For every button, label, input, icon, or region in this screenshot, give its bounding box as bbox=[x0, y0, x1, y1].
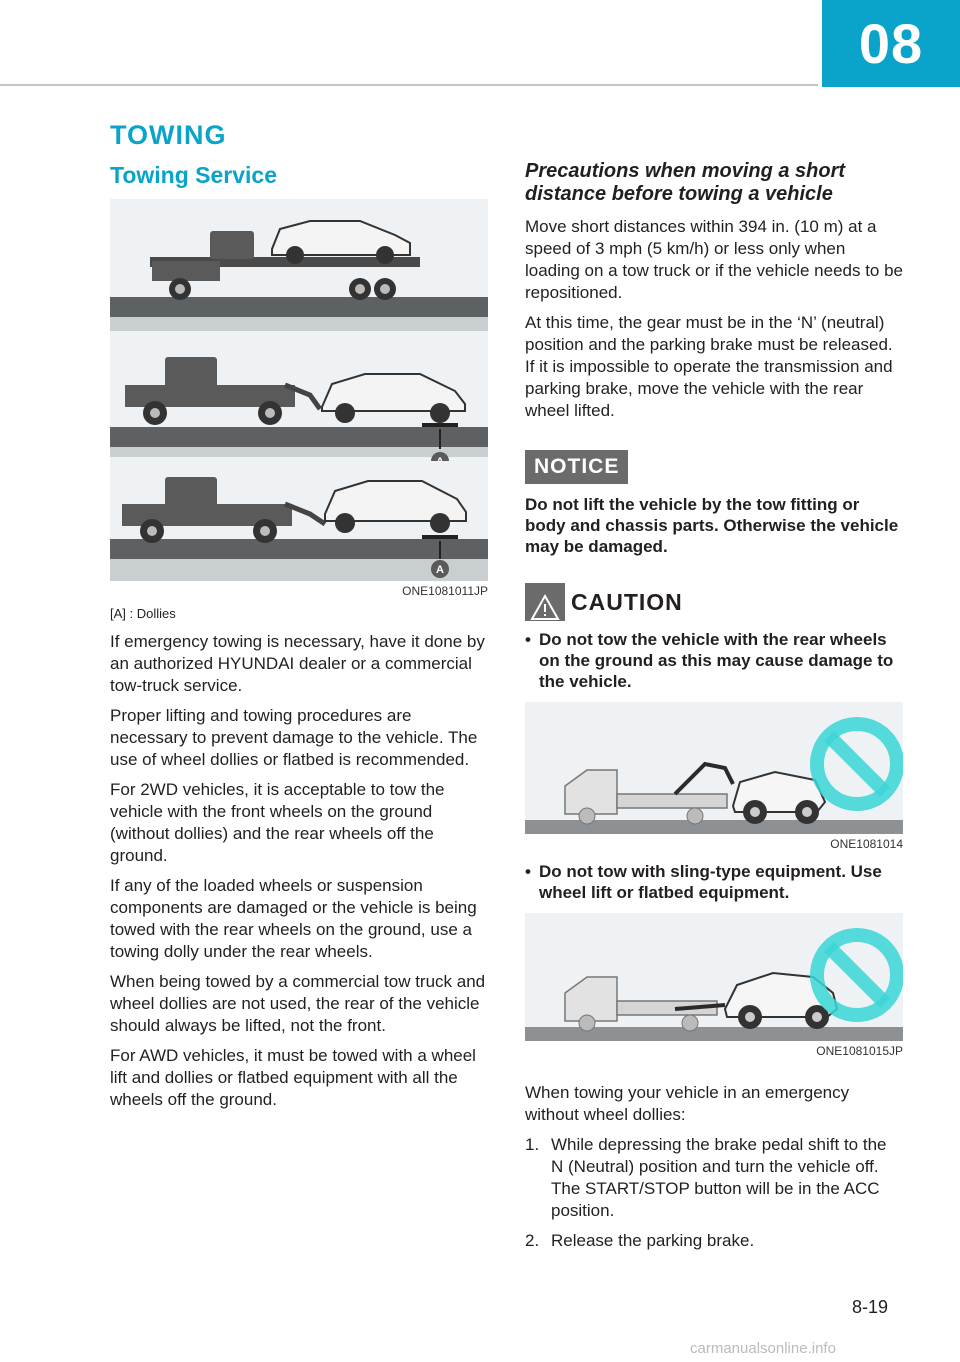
caution-item bbox=[525, 629, 903, 692]
step-text: While depressing the brake pedal shift to the N (Neutral) position and turn the vehicle off. The START/STOP button will be in the ACC position. bbox=[551, 1135, 887, 1220]
caution-label: CAUTION bbox=[571, 588, 683, 615]
prohibited-sling-illustration bbox=[525, 913, 903, 1041]
paragraph: If emergency towing is necessary, have it done by an authorized HYUNDAI dealer or a commercial tow-truck service. bbox=[110, 632, 485, 695]
step-number: 2. bbox=[525, 1231, 540, 1250]
bullet-dot: • bbox=[525, 630, 531, 649]
precautions-heading: Precautions when moving a short distance before towing a vehicle bbox=[525, 160, 846, 205]
paragraph: Move short distances within 394 in. (10 m) at a speed of 3 mph (5 km/h) or less only when loading on a tow truck or if the vehicle needs to be repositioned. bbox=[525, 217, 904, 302]
dolly-label-a-2: A bbox=[436, 564, 444, 576]
header-rule bbox=[0, 84, 818, 86]
figure-caption: [A] : Dollies bbox=[110, 606, 176, 621]
towing-methods-illustration bbox=[110, 199, 488, 581]
section-title: TOWING bbox=[110, 120, 227, 150]
paragraph: For 2WD vehicles, it is acceptable to tow the vehicle with the front wheels on the ground (without dollies) and the rear wheels off the ground. bbox=[110, 780, 445, 865]
paragraph: If any of the loaded wheels or suspension components are damaged or the vehicle is being towed with the rear wheels on the ground, use a towing dolly under the rear wheels. bbox=[110, 876, 477, 961]
watermark: carmanualsonline.info bbox=[690, 1340, 836, 1357]
figure-code: ONE1081011JP bbox=[402, 584, 488, 598]
right-column bbox=[525, 160, 903, 1260]
towing-service-heading: Towing Service bbox=[110, 162, 278, 188]
chapter-tab: 08 bbox=[822, 0, 960, 87]
paragraph: Proper lifting and towing procedures are necessary to prevent damage to the vehicle. The use of wheel dollies or flatbed is recommended. bbox=[110, 706, 478, 769]
intro-paragraph: When towing your vehicle in an emergency without wheel dollies: bbox=[525, 1083, 850, 1124]
paragraph: When being towed by a commercial tow truck and wheel dollies are not used, the rear of the vehicle should always be lifted, not the front. bbox=[110, 972, 486, 1035]
caution-item-text: Do not tow with sling-type equipment. Use wheel lift or flatbed equipment. bbox=[539, 862, 882, 902]
page-number: 8-19 bbox=[852, 1297, 889, 1317]
towing-methods-figure bbox=[110, 199, 488, 581]
figure-code: ONE1081015JP bbox=[816, 1044, 903, 1058]
step-number: 1. bbox=[525, 1135, 540, 1154]
step-item bbox=[525, 1230, 903, 1252]
notice-text: Do not lift the vehicle by the tow fitting or body and chassis parts. Otherwise the vehicle may be damaged. bbox=[525, 495, 899, 556]
paragraph: At this time, the gear must be in the ‘N’ (neutral) position and the parking brake must be released. If it is impossible to operate the transmission and parking brake, move the vehicle with the rear wheel lifted. bbox=[525, 313, 893, 420]
step-text: Release the parking brake. bbox=[551, 1231, 755, 1250]
bullet-dot: • bbox=[525, 862, 531, 881]
prohibited-towing-illustration bbox=[525, 702, 903, 834]
caution-item bbox=[525, 861, 903, 903]
caution-header bbox=[525, 583, 903, 621]
figure-code: ONE1081014 bbox=[830, 837, 903, 851]
sling-type-figure bbox=[525, 913, 903, 1041]
left-column bbox=[110, 160, 488, 1119]
caution-item-text: Do not tow the vehicle with the rear wheels on the ground as this may cause damage to the vehicle. bbox=[539, 630, 894, 691]
warning-triangle-icon bbox=[525, 583, 565, 621]
rear-wheels-on-ground-figure bbox=[525, 702, 903, 834]
notice-badge: NOTICE bbox=[525, 450, 628, 484]
step-item bbox=[525, 1134, 903, 1222]
paragraph: For AWD vehicles, it must be towed with a wheel lift and dollies or flatbed equipment with all the wheels off the ground. bbox=[110, 1046, 476, 1109]
